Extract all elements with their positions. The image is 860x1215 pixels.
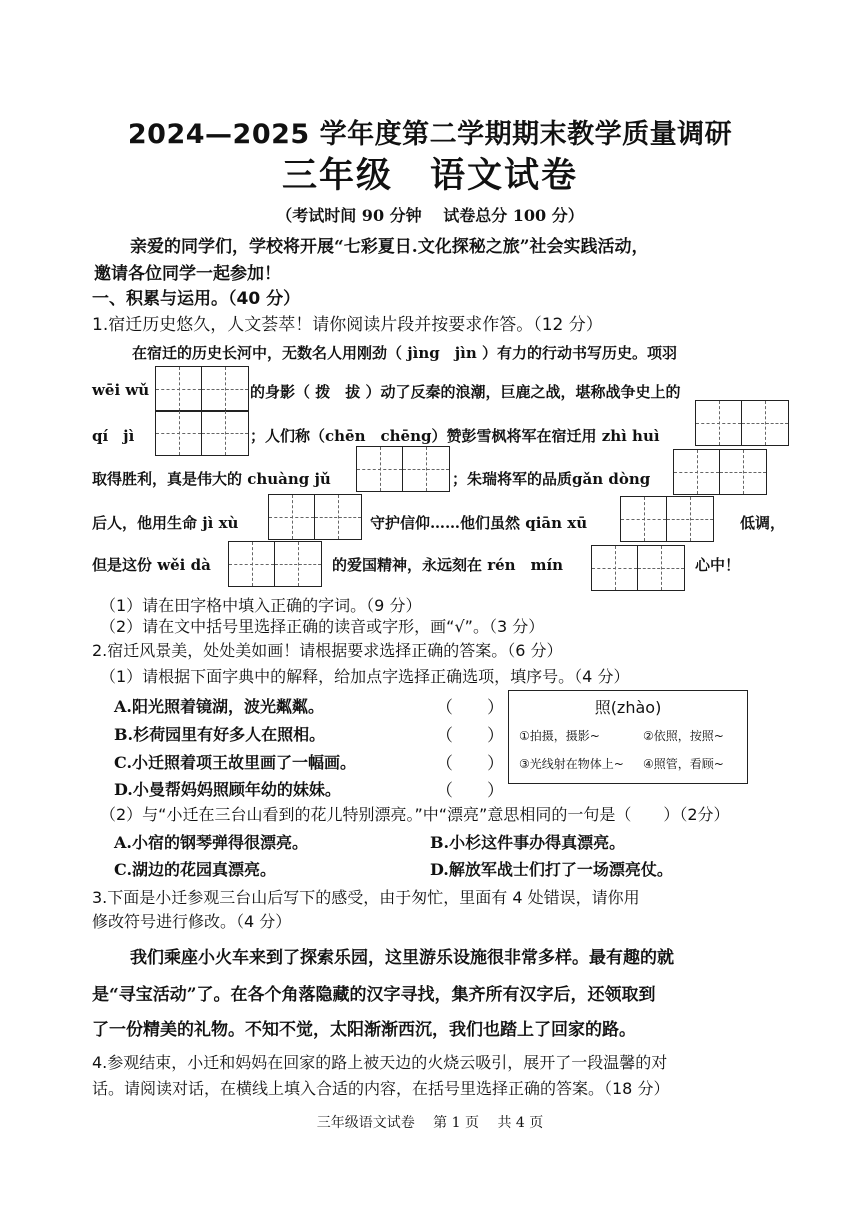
exam-info: （考试时间 90 分钟 试卷总分 100 分） (276, 206, 584, 225)
intro-line-2: 邀请各位同学一起参加！ (94, 264, 281, 284)
exam-subtitle: 三年级 语文试卷 (281, 156, 578, 196)
answer-grid[interactable] (155, 410, 249, 456)
answer-paren[interactable]: （ ） (436, 726, 504, 746)
q3-passage-line-2: 是“寻宝活动”了。在各个角落隐藏的汉字寻找，集齐所有汉字后，还领取到 (92, 985, 656, 1005)
q1-passage-line-3: ；人们称（chēn chēng）赞彭雪枫将军在宿迁用 zhì huì (250, 427, 660, 445)
q2-choice-d: D.解放军战士们打了一场漂亮仗。 (430, 860, 673, 879)
q1-passage-line-4a: 取得胜利，真是伟大的 chuàng jǔ (92, 470, 331, 488)
q2-sub2: （2）与“小迁在三台山看到的花儿特别漂亮。”中“漂亮”意思相同的一句是（ ）（2分） (100, 805, 730, 824)
q2-title: 2.宿迁风景美，处处美如画！请根据要求选择正确的答案。（6 分） (92, 641, 563, 660)
answer-grid[interactable] (673, 449, 767, 495)
q3-title-line-1: 3.下面是小迁参观三台山后写下的感受，由于匆忙，里面有 4 处错误，请你用 (92, 888, 640, 907)
q1-passage-line-5c: 低调， (740, 514, 786, 532)
q2-choice-a: A.小宿的钢琴弹得很漂亮。 (114, 833, 308, 852)
q2-choice-c: C.湖边的花园真漂亮。 (114, 860, 277, 879)
q1-pinyin-weiwu: wēi wǔ (92, 381, 150, 399)
q1-passage-line-5a: 后人，他用生命 jì xù (92, 514, 239, 532)
dictionary-meaning-4: ④照管，看顾~ (643, 757, 724, 771)
q1-sub1: （1）请在田字格中填入正确的字词。（9 分） (100, 596, 422, 615)
q1-title: 1.宿迁历史悠久，人文荟萃！请你阅读片段并按要求作答。（12 分） (92, 315, 603, 335)
answer-paren[interactable]: （ ） (436, 698, 504, 718)
dictionary-heading: 照(zhào) (594, 698, 662, 717)
answer-grid[interactable] (591, 545, 685, 591)
q1-passage-line-6c: 心中！ (695, 556, 741, 574)
intro-line-1: 亲爱的同学们，学校将开展“七彩夏日.文化探秘之旅”社会实践活动， (130, 237, 649, 257)
page-footer: 三年级语文试卷 第 1 页 共 4 页 (316, 1115, 544, 1131)
dictionary-meaning-2: ②依照，按照~ (643, 729, 724, 743)
answer-grid[interactable] (356, 446, 450, 492)
q1-passage-line-4b: ；朱瑞将军的品质gǎn dòng (452, 470, 651, 488)
q3-passage-line-3: 了一份精美的礼物。不知不觉，太阳渐渐西沉，我们也踏上了回家的路。 (92, 1020, 636, 1040)
q2-choice-b: B.小杉这件事办得真漂亮。 (430, 833, 626, 852)
q1-passage-line-5b: 守护信仰……他们虽然 qiān xū (370, 514, 588, 532)
q1-passage-line-6b: 的爱国精神，永远刻在 rén mín (332, 556, 564, 574)
section-heading: 一、积累与运用。（40 分） (92, 289, 301, 309)
q3-passage-line-1: 我们乘座小火车来到了探索乐园，这里游乐设施很非常多样。最有趣的就 (130, 948, 674, 968)
answer-paren[interactable]: （ ） (436, 754, 504, 774)
q4-title-line-2: 话。请阅读对话，在横线上填入合适的内容，在括号里选择正确的答案。（18 分） (92, 1079, 670, 1098)
q1-pinyin-qiji: qí jì (92, 427, 135, 445)
q2-sub1: （1）请根据下面字典中的解释，给加点字选择正确选项，填序号。（4 分） (100, 667, 630, 686)
answer-grid[interactable] (695, 400, 789, 446)
q2-option-b: B.杉荷园里有好多人在照相。 (114, 725, 326, 744)
dictionary-meaning-3: ③光线射在物体上~ (519, 757, 624, 771)
answer-grid[interactable] (228, 541, 322, 587)
dictionary-meaning-1: ①拍摄，摄影~ (519, 729, 600, 743)
answer-grid[interactable] (268, 494, 362, 540)
q2-option-c: C.小迁照着项王故里画了一幅画。 (114, 753, 357, 772)
q4-title-line-1: 4.参观结束，小迁和妈妈在回家的路上被天边的火烧云吸引，展开了一段温馨的对 (92, 1053, 668, 1072)
q1-passage-line-6a: 但是这份 wěi dà (92, 556, 211, 574)
q3-title-line-2: 修改符号进行修改。（4 分） (92, 912, 292, 931)
q1-passage-line-2: 的身影（ 拨 拔 ）动了反秦的浪潮，巨鹿之战，堪称战争史上的 (250, 383, 681, 401)
q1-passage-line-1: 在宿迁的历史长河中，无数名人用刚劲（ jìng jìn ）有力的行动书写历史。项羽 (132, 344, 677, 362)
q1-sub2: （2）请在文中括号里选择正确的读音或字形，画“√”。（3 分） (100, 617, 545, 636)
answer-paren[interactable]: （ ） (436, 781, 504, 801)
answer-grid[interactable] (620, 496, 714, 542)
dictionary-box (508, 690, 748, 784)
answer-grid[interactable] (155, 366, 249, 412)
q2-option-d: D.小曼帮妈妈照顾年幼的妹妹。 (114, 780, 341, 799)
exam-title: 2024—2025 学年度第二学期期末教学质量调研 (127, 119, 733, 150)
q2-option-a: A.阳光照着镜湖，波光粼粼。 (114, 697, 324, 716)
